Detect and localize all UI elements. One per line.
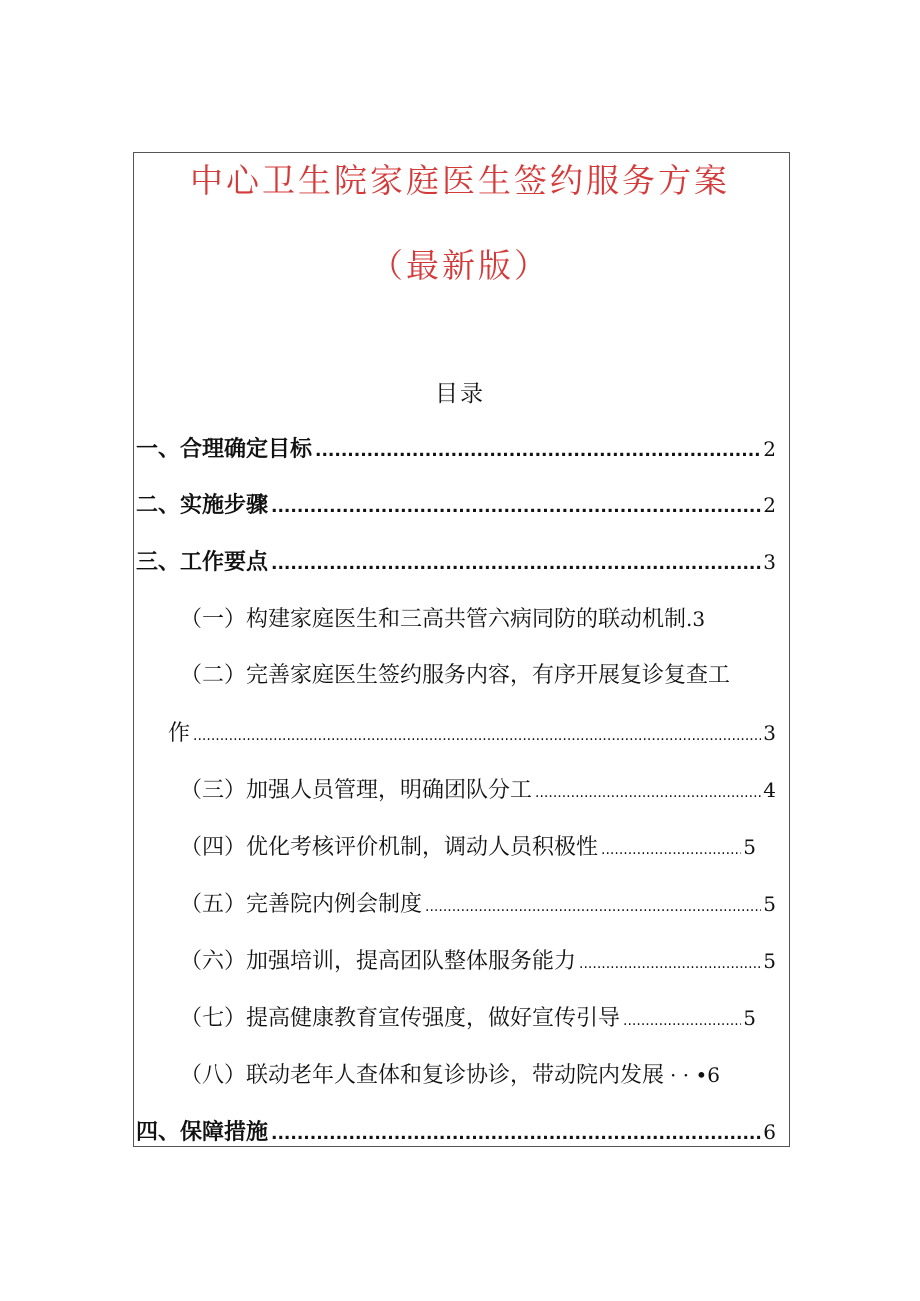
toc-entry-label: （二）完善家庭医生签约服务内容，有序开展复诊复查工 xyxy=(180,663,731,688)
toc-entry-3-7[interactable] xyxy=(180,1002,756,1034)
toc-entry-label: 作 xyxy=(168,721,191,746)
toc-entry-3-5[interactable] xyxy=(180,888,776,920)
toc-entry-label: 四、保障措施 xyxy=(136,1120,269,1145)
toc-entry-3-4[interactable] xyxy=(180,831,756,863)
toc-entry-label: 三、工作要点 xyxy=(136,550,269,575)
toc-page-number: 5 xyxy=(763,892,776,916)
toc-leader xyxy=(623,1003,741,1037)
toc-page-number: 5 xyxy=(743,1006,756,1030)
document-subtitle: （最新版） xyxy=(370,246,550,285)
toc-page-number: .3 xyxy=(686,607,706,631)
toc-leader xyxy=(315,434,761,467)
toc-heading: 目录 xyxy=(435,381,485,407)
toc-page-number: 6 xyxy=(763,1120,776,1144)
toc-entry-4[interactable] xyxy=(136,1116,776,1148)
toc-entry-3[interactable] xyxy=(136,546,776,578)
toc-entry-label: （八）联动老年人查体和复诊协诊，带动院内发展 xyxy=(180,1063,665,1088)
toc-leader xyxy=(271,490,761,523)
toc-entry-label: （三）加强人员管理，明确团队分工 xyxy=(180,778,533,803)
toc-entry-3-1[interactable] xyxy=(180,603,705,635)
toc-entry-3-8[interactable] xyxy=(180,1059,720,1091)
toc-entry-label: （四）优化考核评价机制，调动人员积极性 xyxy=(180,835,599,860)
toc-entry-label: （七）提高健康教育宣传强度，做好宣传引导 xyxy=(180,1006,621,1031)
toc-leader xyxy=(601,832,741,866)
toc-entry-1[interactable] xyxy=(136,433,776,465)
toc-leader xyxy=(193,718,761,752)
toc-entry-label: （一）构建家庭医生和三高共管六病同防的联动机制 xyxy=(180,607,687,632)
toc-leader xyxy=(271,1117,761,1150)
toc-entry-3-3[interactable] xyxy=(180,774,776,806)
toc-entry-label: 二、实施步骤 xyxy=(136,493,269,518)
toc-entry-3-2[interactable] xyxy=(180,660,730,692)
toc-page-number: 2 xyxy=(763,437,776,461)
toc-page-number: 2 xyxy=(763,493,776,517)
toc-page-number: · · •6 xyxy=(670,1063,720,1087)
toc-entry-3-6[interactable] xyxy=(180,945,776,977)
toc-page-number: 5 xyxy=(763,949,776,973)
document-frame xyxy=(133,152,790,1147)
toc-page-number: 3 xyxy=(763,550,776,574)
toc-leader xyxy=(579,946,761,980)
toc-page-number: 3 xyxy=(763,721,776,745)
toc-entry-2[interactable] xyxy=(136,489,776,521)
document-title: 中心卫生院家庭医生签约服务方案 xyxy=(190,161,730,200)
toc-entry-label: 一、合理确定目标 xyxy=(136,437,313,462)
toc-leader xyxy=(425,889,761,923)
toc-page-number: 5 xyxy=(743,835,756,859)
toc-entry-label: （五）完善院内例会制度 xyxy=(180,892,423,917)
toc-page-number: 4 xyxy=(763,778,776,802)
toc-leader xyxy=(271,547,761,580)
toc-entry-3-2-continued[interactable] xyxy=(168,717,776,749)
toc-leader xyxy=(535,775,761,809)
toc-entry-label: （六）加强培训，提高团队整体服务能力 xyxy=(180,949,577,974)
